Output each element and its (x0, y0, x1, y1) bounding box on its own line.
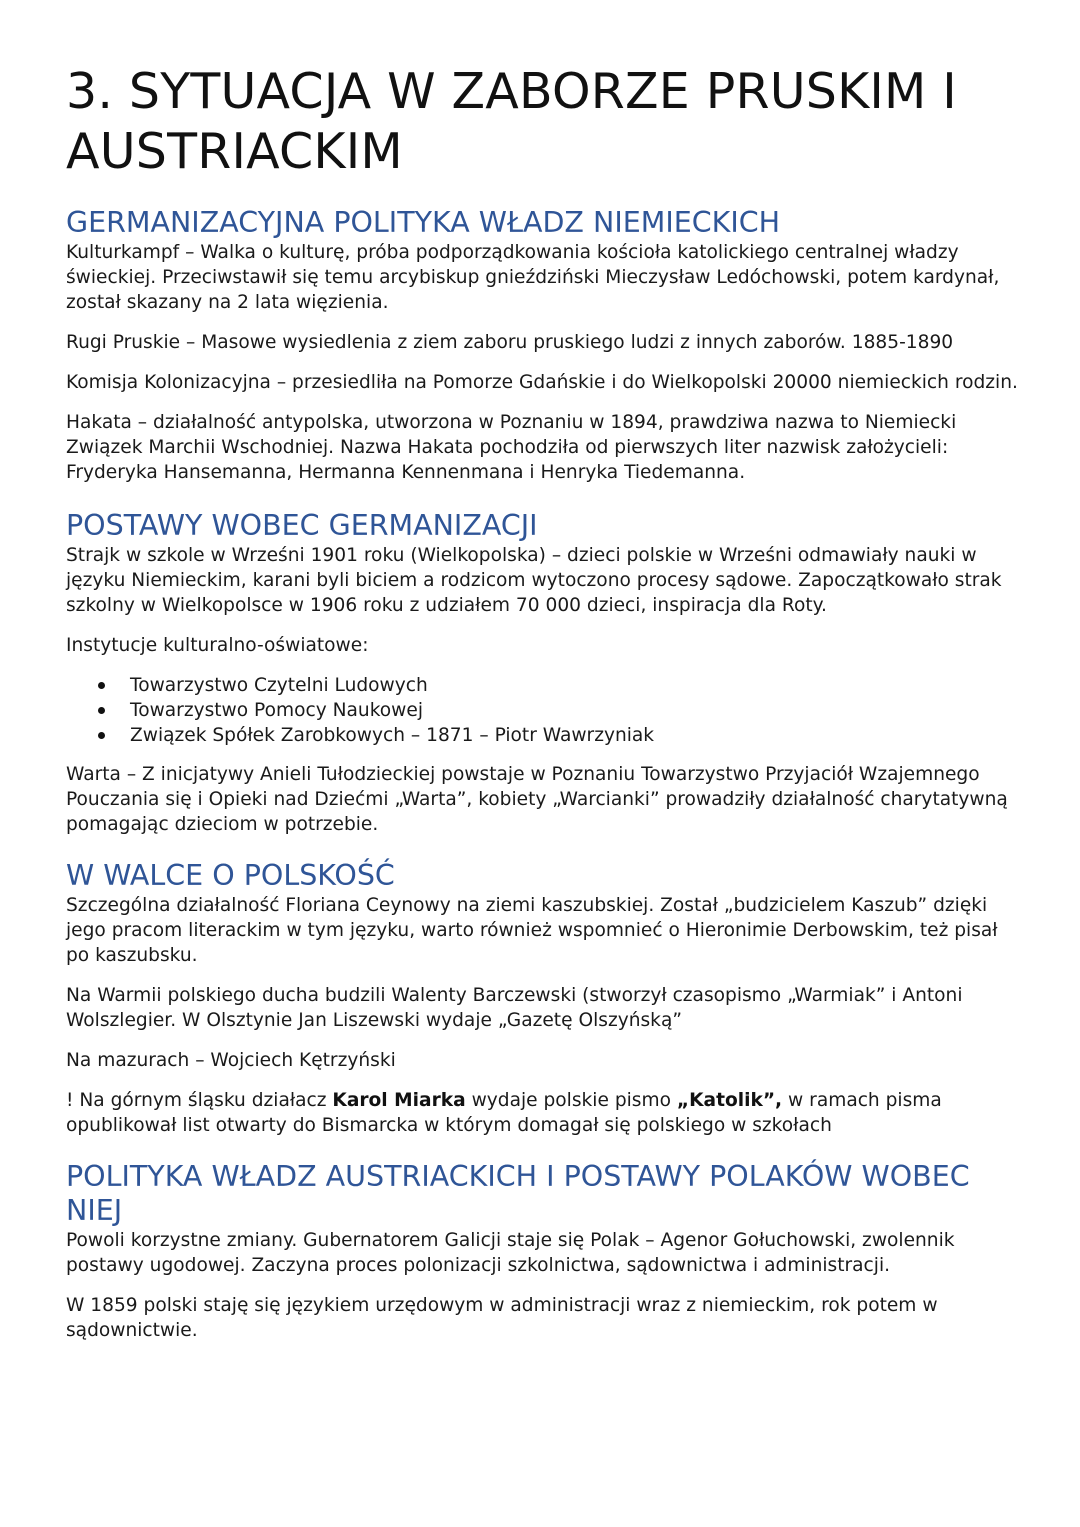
page-title: 3. SYTUACJA W ZABORZE PRUSKIM I AUSTRIACKIM (66, 63, 957, 180)
list-item: Towarzystwo Czytelni Ludowych (130, 673, 1026, 698)
section-austrian-policy (66, 1160, 1026, 1343)
paragraph-warmia: Na Warmii polskiego ducha budzili Walenty Barczewski (stworzył czasopismo „Warmiak” i Antoni Wolszlegier. W Olsztynie Jan Liszewski wydaje „Gazetę Olszyńską” (66, 985, 963, 1031)
bold-name-karol-miarka: Karol Miarka (332, 1090, 466, 1111)
section-heading: W WALCE O POLSKOŚĆ (66, 859, 395, 892)
section-attitudes-germanization (66, 509, 1026, 837)
section-heading: POLITYKA WŁADZ AUSTRIACKICH I POSTAWY POLAKÓW WOBEC NIEJ (66, 1160, 970, 1227)
paragraph-rugi-pruskie: Rugi Pruskie – Masowe wysiedlenia z ziem zaboru pruskiego ludzi z innych zaborów. 1885-1890 (66, 332, 954, 353)
paragraph-hakata: Hakata – działalność antypolska, utworzona w Poznaniu w 1894, prawdziwa nazwa to Niemiecki Związek Marchii Wschodniej. Nazwa Hakata pochodziła od pierwszych liter nazwisk założycieli: Fryderyka Hansemanna, Hermanna Kennenmana i Henryka Tiedemanna. (66, 412, 957, 483)
section-heading: POSTAWY WOBEC GERMANIZACJI (66, 509, 538, 542)
paragraph-instytucje-label: Instytucje kulturalno-oświatowe: (66, 635, 369, 656)
paragraph-ceynowa: Szczególna działalność Floriana Ceynowy na ziemi kaszubskiej. Został „budzicielem Kaszub” dzięki jego pracom literackim w tym języku, warto również wspomnieć o Hieronimie Derbowskim, też pisał po kaszubsku. (66, 895, 998, 966)
institutions-list (66, 673, 1026, 748)
paragraph-official-language: W 1859 polski staję się językiem urzędowym w administracji wraz z niemieckim, rok potem w sądownictwie. (66, 1295, 938, 1341)
paragraph-strajk-wrzesnia: Strajk w szkole w Wrześni 1901 roku (Wielkopolska) – dzieci polskie w Wrześni odmawiały nauki w języku Niemieckim, karani byli biciem a rodzicom wytoczono procesy sądowe. Zapoczątkowało strak szkolny w Wielkopolsce w 1906 roku z udziałem 70 000 dzieci, inspiracja dla Roty. (66, 545, 1002, 616)
bold-name-katolik: „Katolik”, (676, 1090, 783, 1111)
section-germanization-policy (66, 206, 1026, 485)
paragraph-mazury: Na mazurach – Wojciech Kętrzyński (66, 1050, 396, 1071)
list-item: Towarzystwo Pomocy Naukowej (130, 698, 1026, 723)
section-heading: GERMANIZACYJNA POLITYKA WŁADZ NIEMIECKICH (66, 206, 781, 239)
paragraph-miarka (66, 1088, 1026, 1138)
text-run: wydaje polskie pismo (465, 1090, 677, 1111)
text-run: ! Na górnym śląsku działacz (66, 1090, 333, 1111)
paragraph-warta: Warta – Z inicjatywy Anieli Tułodzieckiej powstaje w Poznaniu Towarzystwo Przyjaciół Wzajemnego Pouczania się i Opieki nad Dziećmi „Warta”, kobiety „Warcianki” prowadziły działalność charytatywną pomagając dzieciom w potrzebie. (66, 764, 1008, 835)
paragraph-kulturkampf: Kulturkampf – Walka o kulturę, próba podporządkowania kościoła katolickiego centralnej władzy świeckiej. Przeciwstawił się temu arcybiskup gnieździński Mieczysław Ledóchowski, potem kardynał, został skazany na 2 lata więzienia. (66, 242, 1000, 313)
text-run: w ramach pisma opublikował list otwarty do Bismarcka w którym domagał się polskiego w szkołach (66, 1090, 942, 1136)
paragraph-komisja-kolonizacyjna: Komisja Kolonizacyjna – przesiedliła na Pomorze Gdańskie i do Wielkopolski 20000 niemieckich rodzin. (66, 372, 1018, 393)
list-item: Związek Spółek Zarobkowych – 1871 – Piotr Wawrzyniak (130, 723, 1026, 748)
paragraph-goluchowski: Powoli korzystne zmiany. Gubernatorem Galicji staje się Polak – Agenor Gołuchowski, zwolennik postawy ugodowej. Zaczyna proces polonizacji szkolnictwa, sądownictwa i administracji. (66, 1230, 955, 1276)
section-fight-for-polishness (66, 859, 1026, 1138)
document-page (66, 62, 1026, 1343)
